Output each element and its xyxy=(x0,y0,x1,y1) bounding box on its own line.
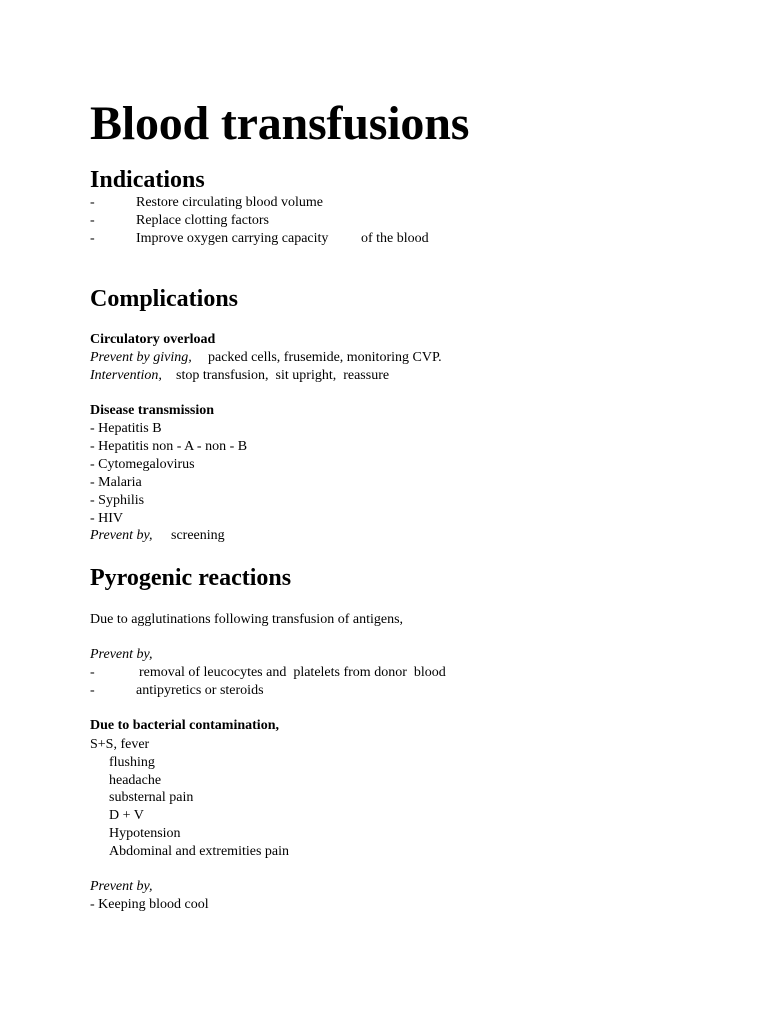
list-item: - Cytomegalovirus xyxy=(90,457,195,472)
prevent-item: removal of leucocytes and platelets from donor blood xyxy=(139,665,446,680)
disease-transmission-heading: Disease transmission xyxy=(90,403,215,418)
prevent-item: antipyretics or steroids xyxy=(136,683,264,698)
document-title: Blood transfusions xyxy=(90,97,470,150)
indications-bullet: - xyxy=(90,231,95,246)
list-item: - Hepatitis B xyxy=(90,421,162,436)
list-item: - Hepatitis non - A - non - B xyxy=(90,439,248,454)
prevent-label: Prevent by, xyxy=(90,528,153,543)
list-item: - Syphilis xyxy=(90,493,145,508)
pyrogenic-intro: Due to agglutinations following transfusion of antigens, xyxy=(90,612,404,627)
intervention-label: Intervention, xyxy=(90,368,162,383)
symptom-item: substernal pain xyxy=(109,790,194,805)
prevent-item: - Keeping blood cool xyxy=(90,897,209,912)
symptom-item: Abdominal and extremities pain xyxy=(109,844,290,859)
indications-heading: Indications xyxy=(90,167,205,193)
symptom-item: flushing xyxy=(109,755,155,770)
prevent-label: Prevent by, xyxy=(90,647,153,662)
symptom-item: headache xyxy=(109,773,162,788)
prevent-label: Prevent by giving, xyxy=(90,350,192,365)
symptom-item: D + V xyxy=(109,808,144,823)
list-item: - Malaria xyxy=(90,475,142,490)
indications-item: Replace clotting factors xyxy=(136,213,269,228)
signs-symptoms-label: S+S, fever xyxy=(90,737,150,752)
indications-item: Improve oxygen carrying capacity xyxy=(136,231,329,246)
indications-bullet: - xyxy=(90,213,95,228)
prevent-text: screening xyxy=(171,528,225,543)
prevent-label: Prevent by, xyxy=(90,879,153,894)
complications-heading: Complications xyxy=(90,286,239,312)
bacterial-contamination-heading: Due to bacterial contamination, xyxy=(90,718,279,733)
intervention-text: stop transfusion, sit upright, reassure xyxy=(176,368,390,383)
indications-bullet: - xyxy=(90,195,95,210)
symptom-item: Hypotension xyxy=(109,826,181,841)
list-item: - HIV xyxy=(90,511,124,526)
prevent-bullet: - xyxy=(90,665,95,680)
pyrogenic-heading: Pyrogenic reactions xyxy=(90,565,292,591)
circulatory-overload-heading: Circulatory overload xyxy=(90,332,216,347)
indications-item: Restore circulating blood volume xyxy=(136,195,324,210)
prevent-bullet: - xyxy=(90,683,95,698)
prevent-text: packed cells, frusemide, monitoring CVP. xyxy=(208,350,442,365)
indications-item-suffix: of the blood xyxy=(361,231,429,246)
